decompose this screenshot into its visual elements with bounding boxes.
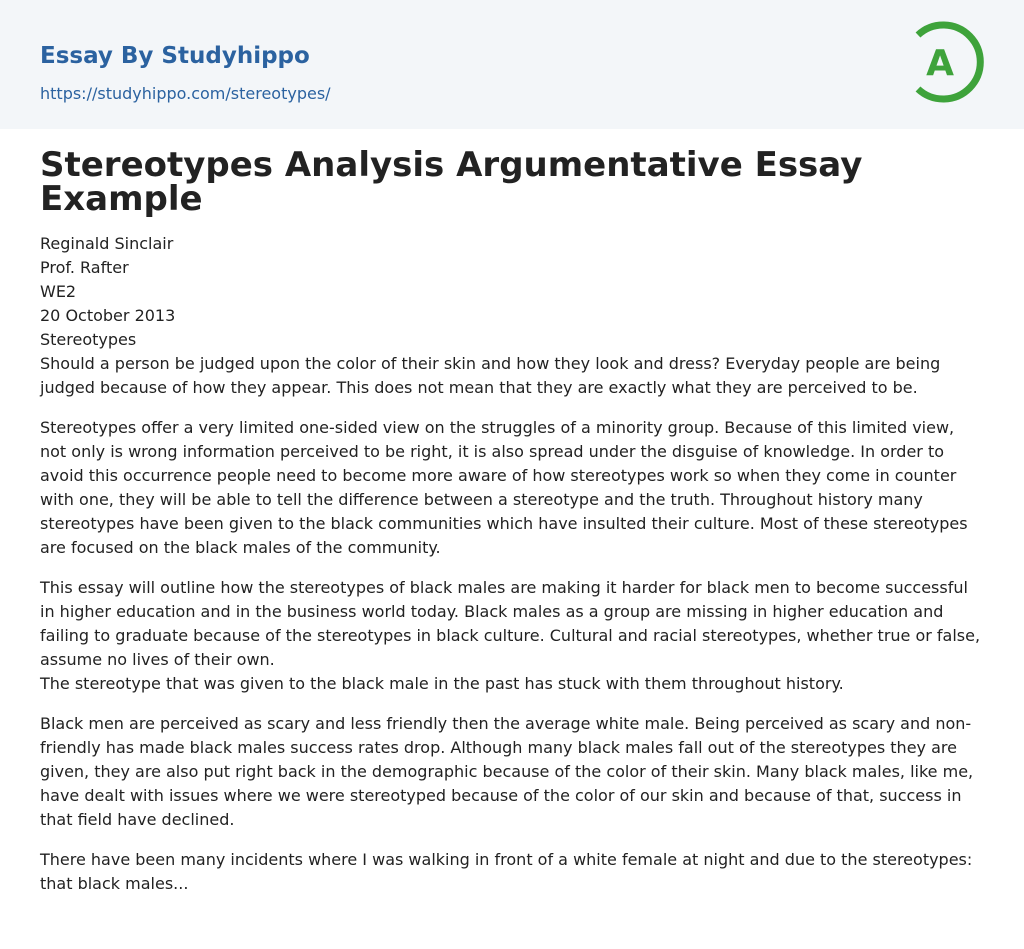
essay-meta <box>40 232 985 352</box>
essay-paragraph: The stereotype that was given to the black male in the past has stuck with them throughout history. <box>40 674 844 693</box>
essay-content <box>40 145 985 912</box>
essay-paragraph: Stereotypes offer a very limited one-sided view on the struggles of a minority group. Because of this limited view, not only is wrong information perceived to be right, it is also spread under the disguise of knowledge. In order to avoid this occurrence people need to become more aware of how stereotypes work so when they come in counter with one, they will be able to tell the difference between a stereotype and the truth. Throughout history many stereotypes have been given to the black communities which have insulted their culture. Most of these stereotypes are focused on the black males of the community. <box>40 418 968 557</box>
logo-letter: A <box>926 43 954 84</box>
essay-date: 20 October 2013 <box>40 306 176 325</box>
essay-url-link[interactable]: https://studyhippo.com/stereotypes/ <box>40 84 331 103</box>
essay-paragraph: Should a person be judged upon the color of their skin and how they look and dress? Everyday people are being judged because of how they appear. This does not mean that they are exactly what they are perceived to be. <box>40 354 941 397</box>
professor-name: Prof. Rafter <box>40 258 129 277</box>
essay-paragraph: This essay will outline how the stereotypes of black males are making it harder for black men to become successful in higher education and in the business world today. Black males as a group are missing in higher education and failing to graduate because of the stereotypes in black culture. Cultural and racial stereotypes, whether true or false, assume no lives of their own. <box>40 578 981 669</box>
essay-subject: Stereotypes <box>40 330 137 349</box>
brand-title[interactable]: Essay By Studyhippo <box>40 43 310 69</box>
site-header <box>0 0 1024 129</box>
page-title: Stereotypes Analysis Argumentative Essay Example <box>40 145 863 219</box>
essay-paragraph: Black men are perceived as scary and less friendly then the average white male. Being perceived as scary and non-friendly has made black males success rates drop. Although many black males fall out of the stereotypes they are given, they are also put right back in the demographic because of the color of their skin. Many black males, like me, have dealt with issues where we were stereotyped because of the color of our skin and because of that, success in that field have declined. <box>40 714 974 829</box>
studyhippo-logo-icon[interactable] <box>912 19 986 105</box>
course-code: WE2 <box>40 282 77 301</box>
essay-paragraph: There have been many incidents where I was walking in front of a white female at night and due to the stereotypes: that black males... <box>40 850 973 893</box>
author-name: Reginald Sinclair <box>40 234 174 253</box>
